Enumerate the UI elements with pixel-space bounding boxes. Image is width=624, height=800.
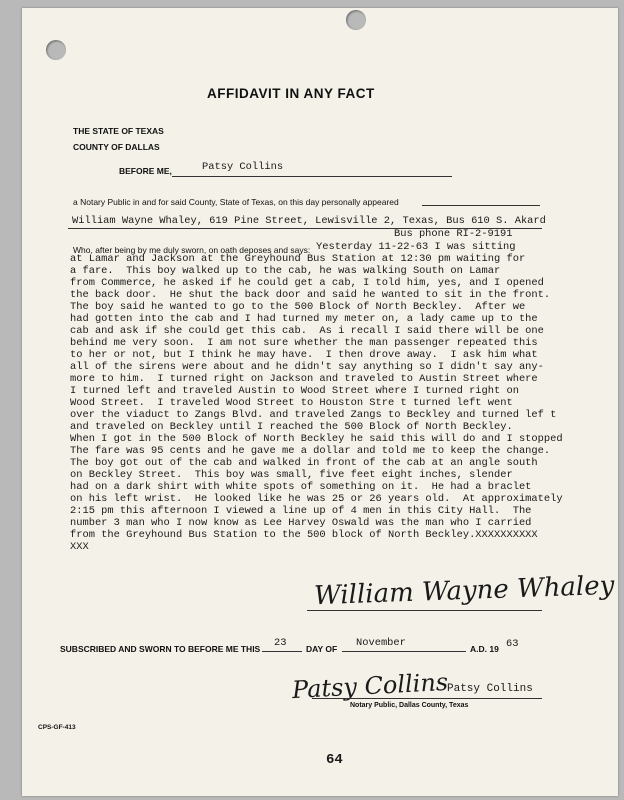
affiant-line: William Wayne Whaley, 619 Pine Street, Lewisville 2, Texas, Bus 610 S. Akard [72,215,546,227]
notary-signature: Patsy Collins [291,667,449,705]
statement-line: all of the sirens were about and he didn't say anything so I didn't say any- [70,361,544,373]
day-of-label: DAY OF [306,644,338,654]
notary-caption: Notary Public, Dallas County, Texas [350,702,469,709]
statement-line: the back door. He shut the back door and said he wanted to sit in the front. [70,289,551,301]
statement-line: at Lamar and Jackson at the Greyhound Bus Station at 12:30 pm waiting for [70,253,526,265]
statement-line: I turned left and traveled Austin to Wood Street where I turned right on [70,385,519,397]
notary-printed-name: Patsy Collins [447,683,533,695]
page-number: 64 [326,752,343,768]
county-line: COUNTY OF DALLAS [73,142,160,152]
statement-line: on his left wrist. He looked like he was 25 or 26 years old. At approximately [70,493,563,505]
affidavit-page [22,8,618,796]
statement-line: a fare. This boy walked up to the cab, he was walking South on Lamar [70,265,501,277]
statement-line: to her or not, but I think he may have. I then drove away. I ask him what [70,349,538,361]
statement-line: cab and ask if she could get this cab. As i recall I said there will be one [70,325,544,337]
statement-line: The boy got out of the cab and walked in front of the cab at an angle south [70,457,538,469]
statement-line: more to him. I turned right on Jackson and traveled to Austin Street where [70,373,538,385]
state-line: THE STATE OF TEXAS [73,126,164,136]
statement-line: The boy said he wanted to go to the 500 Block of North Beckley. After we [70,301,526,313]
statement-line: behind me very soon. I am not sure whether the man passenger repeated this [70,337,538,349]
statement-line: from Commerce, he asked if he could get a cab, I told him, yes, and I opened [70,277,544,289]
statement-line: When I got in the 500 Block of North Beckley he said this will do and I stopped [70,433,563,445]
statement-first-line: Yesterday 11-22-63 I was sitting [316,241,516,253]
notary-name-rule [172,176,452,177]
statement-line: XXX [70,541,89,553]
statement-line: number 3 man who I now know as Lee Harvey Oswald was the man who I carried [70,517,532,529]
signature-rule [307,610,542,611]
day-value: 23 [274,637,287,649]
document-title: AFFIDAVIT IN ANY FACT [207,86,375,101]
statement-line: had gotten into the cab and I had turned my meter on, a lady came up to the [70,313,538,325]
before-me-label: BEFORE ME, [119,166,172,176]
notary-name-field: Patsy Collins [202,161,284,173]
year-value: 63 [506,638,519,650]
appeared-rule [422,205,540,206]
punch-hole-left [46,40,66,60]
notary-signature-rule [312,698,542,699]
statement-line: Wood Street. I traveled Wood Street to Houston Stre t turned left went [70,397,513,409]
affiant-signature: William Wayne Whaley [313,570,615,612]
month-value: November [356,637,406,649]
bus-phone: Bus phone RI-2-9191 [394,228,513,240]
notary-clause: a Notary Public in and for said County, State of Texas, on this day personally appeared [73,197,399,207]
statement-line: over the viaduct to Zangs Blvd. and traveled Zangs to Beckley and turned lef t [70,409,557,421]
statement-line: and traveled on Beckley until I reached the 500 Block of North Beckley. [70,421,513,433]
statement-line: had on a dark shirt with white spots of something on it. He had a braclet [70,481,532,493]
statement-line: 2:15 pm this afternoon I viewed a line up of 4 men in this City Hall. The [70,505,532,517]
subscribed-label: SUBSCRIBED AND SWORN TO BEFORE ME THIS [60,644,261,654]
day-rule [262,651,302,652]
ad-label: A.D. 19 [470,644,499,654]
punch-hole-top [346,10,366,30]
month-rule [342,651,466,652]
statement-body [70,253,563,553]
oath-intro: Who, after being by me duly sworn, on oath deposes and says: [73,245,311,255]
statement-line: The fare was 95 cents and he gave me a dollar and told me to keep the change. [70,445,551,457]
statement-line: on Beckley Street. This boy was small, five feet eight inches, slender [70,469,513,481]
form-code: CPS-GF-413 [38,724,76,731]
statement-line: from the Greyhound Bus Station to the 500 block of North Beckley.XXXXXXXXXX [70,529,538,541]
